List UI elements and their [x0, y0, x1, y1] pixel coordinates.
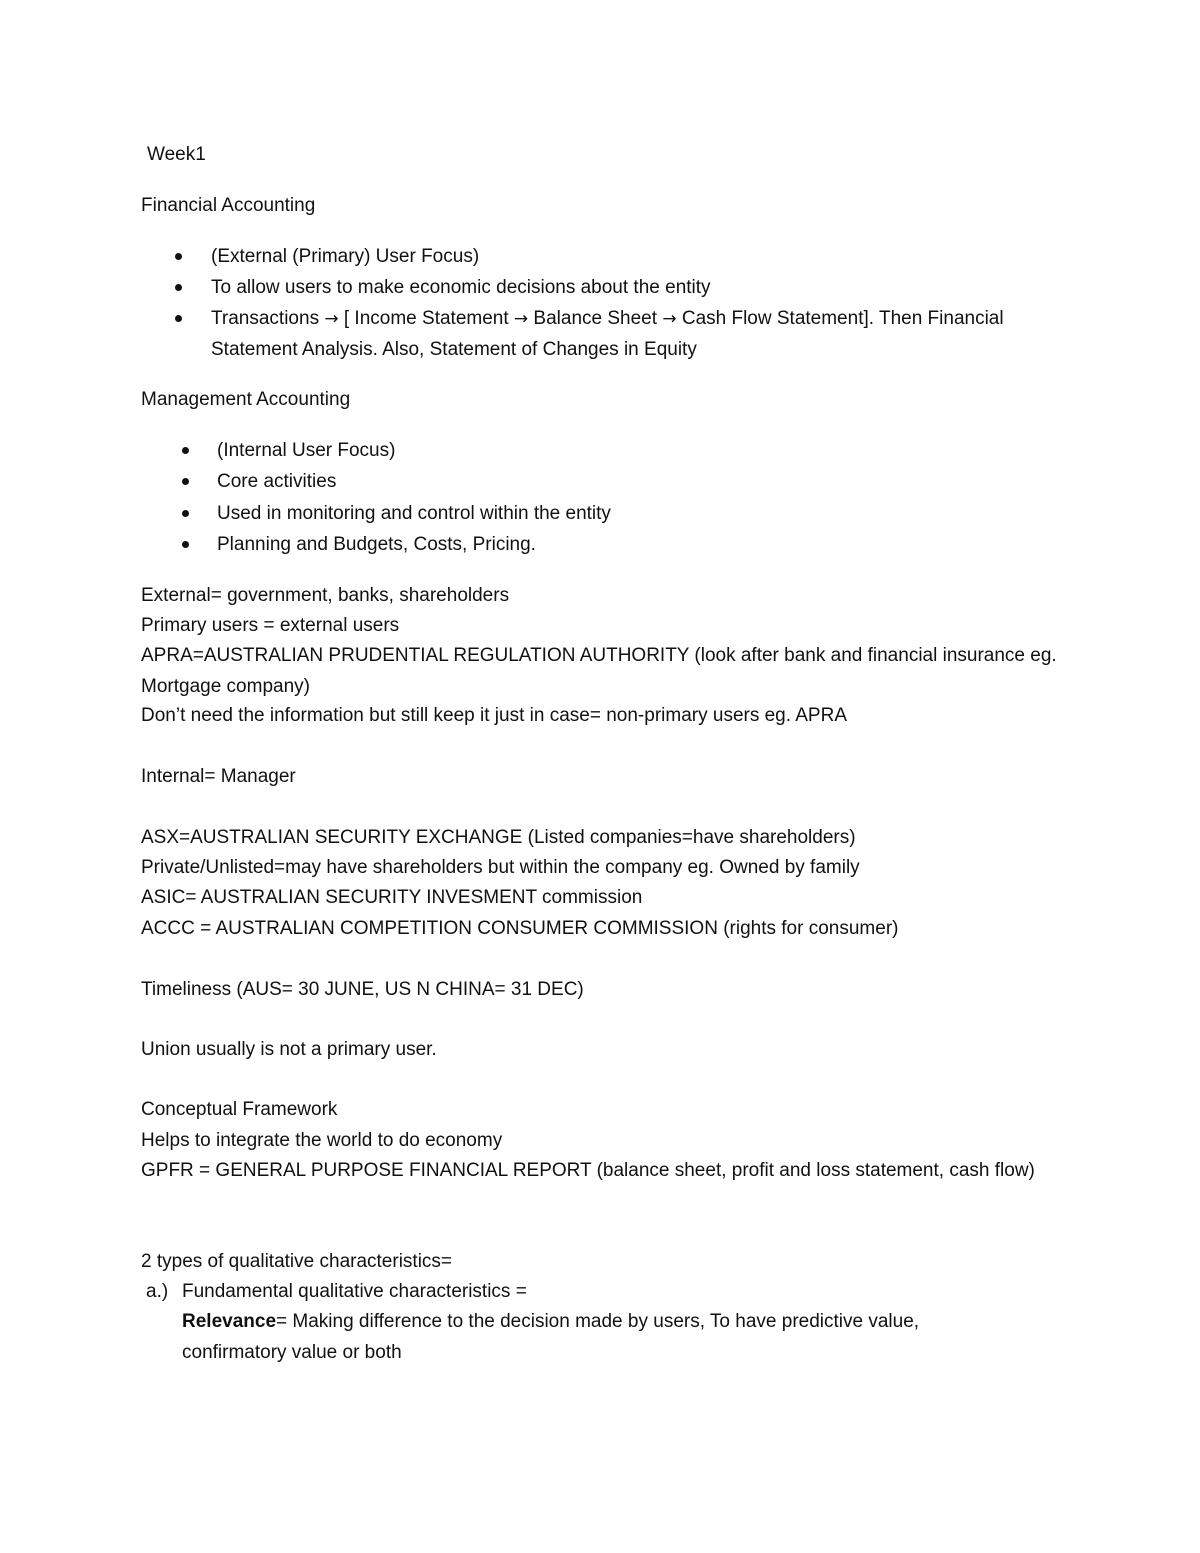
primary-users-line: Primary users = external users [141, 615, 400, 636]
relevance-term: Relevance [182, 1311, 277, 1332]
management-bullet-3: Used in monitoring and control within the entity [217, 503, 611, 524]
relevance-line [182, 1310, 919, 1334]
relevance-definition: = Making difference to the decision made by users, To have predictive value, [276, 1311, 920, 1332]
right-arrow-icon: → [662, 309, 677, 329]
bullet-icon [182, 478, 189, 485]
internal-users-line: Internal= Manager [141, 766, 296, 787]
income-statement-text: [ Income Statement [338, 308, 514, 329]
bullet-icon [182, 447, 189, 454]
bullet-icon [182, 510, 189, 517]
external-users-line: External= government, banks, shareholders [141, 585, 510, 606]
accc-line: ACCC = AUSTRALIAN COMPETITION CONSUMER COMMISSION (rights for consumer) [141, 918, 899, 939]
qualitative-intro: 2 types of qualitative characteristics= [141, 1251, 453, 1272]
bullet-icon [175, 253, 182, 260]
conceptual-framework-heading: Conceptual Framework [141, 1099, 338, 1120]
management-bullet-2: Core activities [217, 471, 337, 492]
non-primary-users-line: Don’t need the information but still keep it just in case= non-primary users eg. APRA [141, 705, 847, 726]
balance-sheet-text: Balance Sheet [528, 308, 663, 329]
union-line: Union usually is not a primary user. [141, 1039, 437, 1060]
financial-bullet-3-continuation: Statement Analysis. Also, Statement of Changes in Equity [211, 339, 697, 360]
asic-line: ASIC= AUSTRALIAN SECURITY INVESMENT commission [141, 887, 643, 908]
relevance-continuation: confirmatory value or both [182, 1342, 402, 1363]
financial-accounting-heading: Financial Accounting [141, 195, 316, 216]
right-arrow-icon: → [324, 309, 339, 329]
bullet-icon [182, 541, 189, 548]
fundamental-characteristics-line: Fundamental qualitative characteristics = [182, 1281, 527, 1302]
financial-bullet-2: To allow users to make economic decisions about the entity [211, 277, 711, 298]
right-arrow-icon: → [513, 309, 529, 329]
management-bullet-1: (Internal User Focus) [217, 440, 396, 461]
private-unlisted-line: Private/Unlisted=may have shareholders but within the company eg. Owned by family [141, 857, 860, 878]
management-bullet-4: Planning and Budgets, Costs, Pricing. [217, 534, 536, 555]
bullet-icon [175, 315, 182, 322]
financial-bullet-1: (External (Primary) User Focus) [211, 246, 480, 267]
asx-line: ASX=AUSTRALIAN SECURITY EXCHANGE (Listed companies=have shareholders) [141, 827, 856, 848]
framework-line-1: Helps to integrate the world to do economy [141, 1130, 503, 1151]
timeliness-line: Timeliness (AUS= 30 JUNE, US N CHINA= 31 DEC) [141, 979, 584, 1000]
management-accounting-heading: Management Accounting [141, 389, 351, 410]
transactions-text: Transactions [211, 308, 325, 329]
gpfr-line: GPFR = GENERAL PURPOSE FINANCIAL REPORT (balance sheet, profit and loss statement, cash flow) [141, 1160, 1035, 1181]
list-label-a: a.) [146, 1281, 169, 1302]
financial-bullet-3 [211, 307, 1004, 331]
page-title: Week1 [147, 144, 206, 165]
apra-line: APRA=AUSTRALIAN PRUDENTIAL REGULATION AUTHORITY (look after bank and financial insurance eg. [141, 645, 1057, 666]
apra-line-continuation: Mortgage company) [141, 676, 310, 697]
cash-flow-text: Cash Flow Statement]. Then Financial [676, 308, 1004, 329]
bullet-icon [175, 284, 182, 291]
